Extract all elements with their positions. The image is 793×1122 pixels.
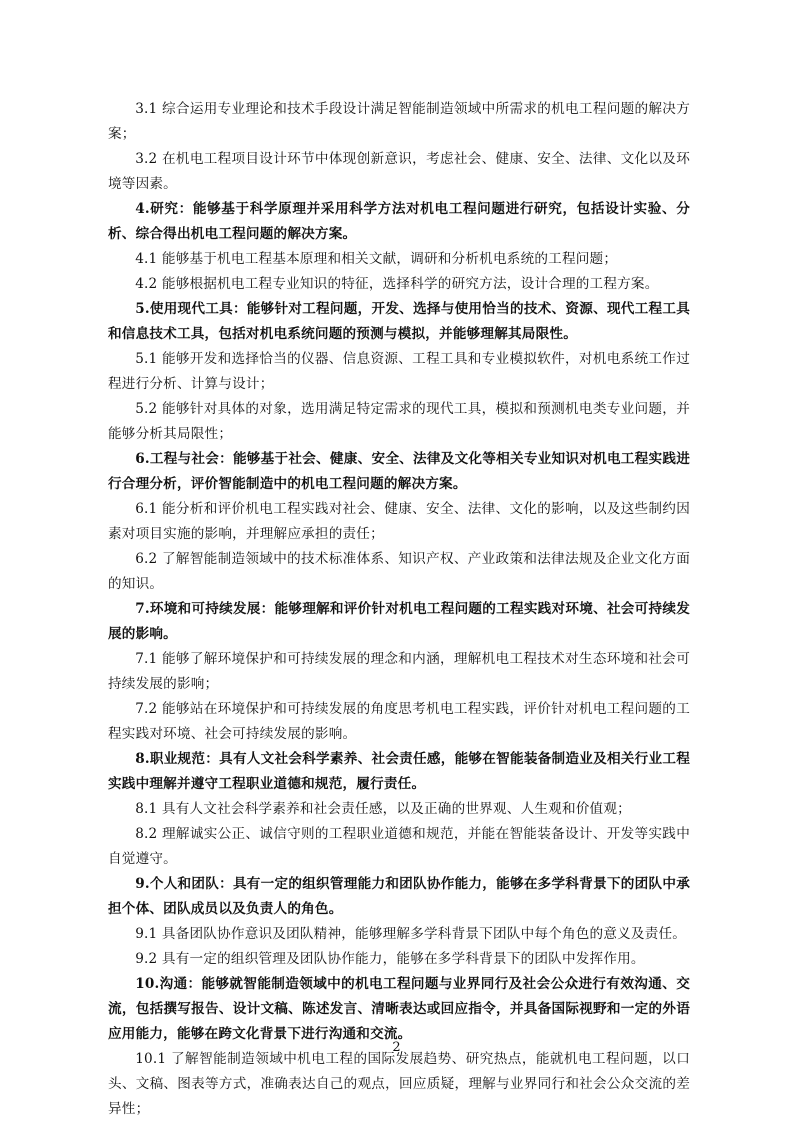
heading-10-communication: 10.沟通：能够就智能制造领域中的机电工程问题与业界同行及社会公众进行有效沟通、交流，包括撰写报告、设计文稿、陈述发言、清晰表达或回应指令，并具备国际视野和一定的外语应用能力，能够在跨文化背景下进行沟通和交流。 [108,976,690,1042]
heading-5-modern-tools: 5.使用现代工具：能够针对工程问题，开发、选择与使用恰当的技术、资源、现代工程工具和信息技术工具，包括对机电系统问题的预测与模拟，并能够理解其局限性。 [108,301,690,342]
item-6-1: 6.1 能分析和评价机电工程实践对社会、健康、安全、法律、文化的影响，以及这些制约因素对项目实施的影响，并理解应承担的责任； [108,501,690,542]
item-9-2: 9.2 具有一定的组织管理及团队协作能力，能够在多学科背景下的团队中发挥作用。 [135,951,645,967]
item-8-2: 8.2 理解诚实公正、诚信守则的工程职业道德和规范，并能在智能装备设计、开发等实践中自觉遵守。 [108,826,690,867]
item-10-1: 10.1 了解智能制造领域中机电工程的国际发展趋势、研究热点，能就机电工程问题，以口头、文稿、图表等方式，准确表达自己的观点，回应质疑，理解与业界同行和社会公众交流的差异性； [108,1051,690,1117]
item-7-2: 7.2 能够站在环境保护和可持续发展的角度思考机电工程实践，评价针对机电工程问题的工程实践对环境、社会可持续发展的影响。 [108,701,690,742]
item-9-1: 9.1 具备团队协作意识及团队精神，能够理解多学科背景下团队中每个角色的意义及责任。 [135,926,687,942]
heading-4-research: 4.研究：能够基于科学原理并采用科学方法对机电工程问题进行研究，包括设计实验、分析、综合得出机电工程问题的解决方案。 [108,201,690,242]
item-5-1: 5.1 能够开发和选择恰当的仪器、信息资源、工程工具和专业模拟软件，对机电系统工作过程进行分析、计算与设计； [108,351,690,392]
item-3-2: 3.2 在机电工程项目设计环节中体现创新意识，考虑社会、健康、安全、法律、文化以及环境等因素。 [108,151,690,192]
item-8-1: 8.1 具有人文社会科学素养和社会责任感，以及正确的世界观、人生观和价值观； [135,801,631,817]
item-4-1: 4.1 能够基于机电工程基本原理和相关文献，调研和分析机电系统的工程问题； [135,251,618,267]
document-body [108,97,690,1122]
item-7-1: 7.1 能够了解环境保护和可持续发展的理念和内涵，理解机电工程技术对生态环境和社会可持续发展的影响； [108,651,690,692]
page-number: 2 [392,1040,401,1055]
heading-6-engineering-society: 6.工程与社会：能够基于社会、健康、安全、法律及文化等相关专业知识对机电工程实践进行合理分析，评价智能制造中的机电工程问题的解决方案。 [108,451,690,492]
heading-9-team: 9.个人和团队：具有一定的组织管理能力和团队协作能力，能够在多学科背景下的团队中承担个体、团队成员以及负责人的角色。 [108,876,690,917]
item-4-2: 4.2 能够根据机电工程专业知识的特征，选择科学的研究方法，设计合理的工程方案。 [135,276,659,292]
heading-8-professional-norms: 8.职业规范：具有人文社会科学素养、社会责任感，能够在智能装备制造业及相关行业工程实践中理解并遵守工程职业道德和规范，履行责任。 [108,751,690,792]
item-3-1: 3.1 综合运用专业理论和技术手段设计满足智能制造领域中所需求的机电工程问题的解决方案； [108,101,690,142]
item-5-2: 5.2 能够针对具体的对象，选用满足特定需求的现代工具，模拟和预测机电类专业问题，并能够分析其局限性； [108,401,690,442]
heading-7-environment: 7.环境和可持续发展：能够理解和评价针对机电工程问题的工程实践对环境、社会可持续发展的影响。 [108,601,690,642]
item-6-2: 6.2 了解智能制造领域中的技术标准体系、知识产权、产业政策和法律法规及企业文化方面的知识。 [108,551,690,592]
